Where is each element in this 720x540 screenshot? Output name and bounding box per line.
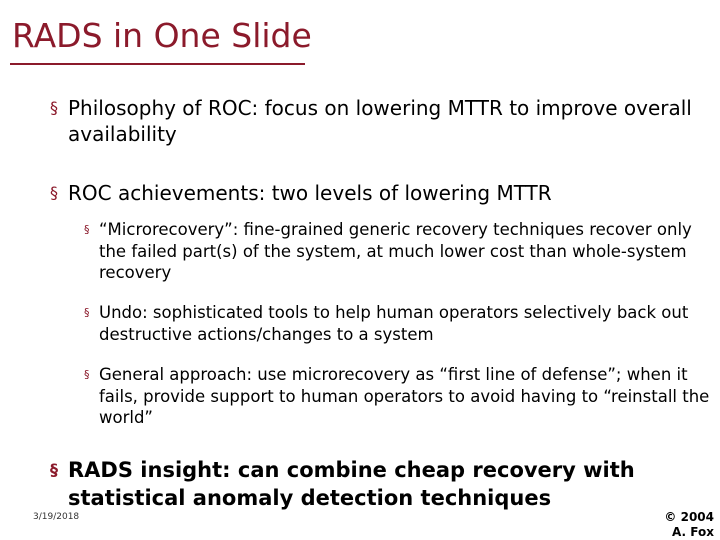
bullet-text: Philosophy of ROC: focus on lowering MTTR to improve overall availability [68, 96, 692, 146]
bullet-item [14, 95, 704, 147]
copyright-author: A. Fox [672, 525, 714, 539]
title-underline [10, 63, 305, 65]
sub-bullet-marker: § [84, 306, 90, 319]
sub-bullet-text: Undo: sophisticated tools to help human operators selectively back out destructive actions/changes to a system [99, 303, 689, 344]
copyright-notice [664, 510, 714, 540]
sub-bullet-item [14, 302, 714, 345]
sub-bullet-item [14, 219, 714, 284]
bullet-marker: § [50, 98, 58, 117]
sub-bullet-text: General approach: use microrecovery as “first line of defense”; when it fails, provide support to human operators to avoid having to “reinstall the world” [99, 365, 710, 427]
bullet-text: RADS insight: can combine cheap recovery with statistical anomaly detection techniques [68, 458, 635, 510]
copyright-year: © 2004 [664, 510, 714, 524]
slide-date: 3/19/2018 [33, 512, 80, 522]
sub-bullet-item [14, 364, 714, 429]
bullet-item [14, 180, 704, 206]
bullet-text: ROC achievements: two levels of lowering MTTR [68, 181, 552, 205]
sub-bullet-marker: § [84, 368, 90, 381]
sub-bullet-text: “Microrecovery”: fine-grained generic recovery techniques recover only the failed part(s) of the system, at much lower cost than whole-system recovery [99, 220, 692, 282]
bullet-item [14, 456, 704, 512]
slide-title: RADS in One Slide [12, 16, 312, 55]
bullet-marker: § [50, 460, 58, 479]
bullet-marker: § [50, 183, 58, 202]
sub-bullet-marker: § [84, 223, 90, 236]
